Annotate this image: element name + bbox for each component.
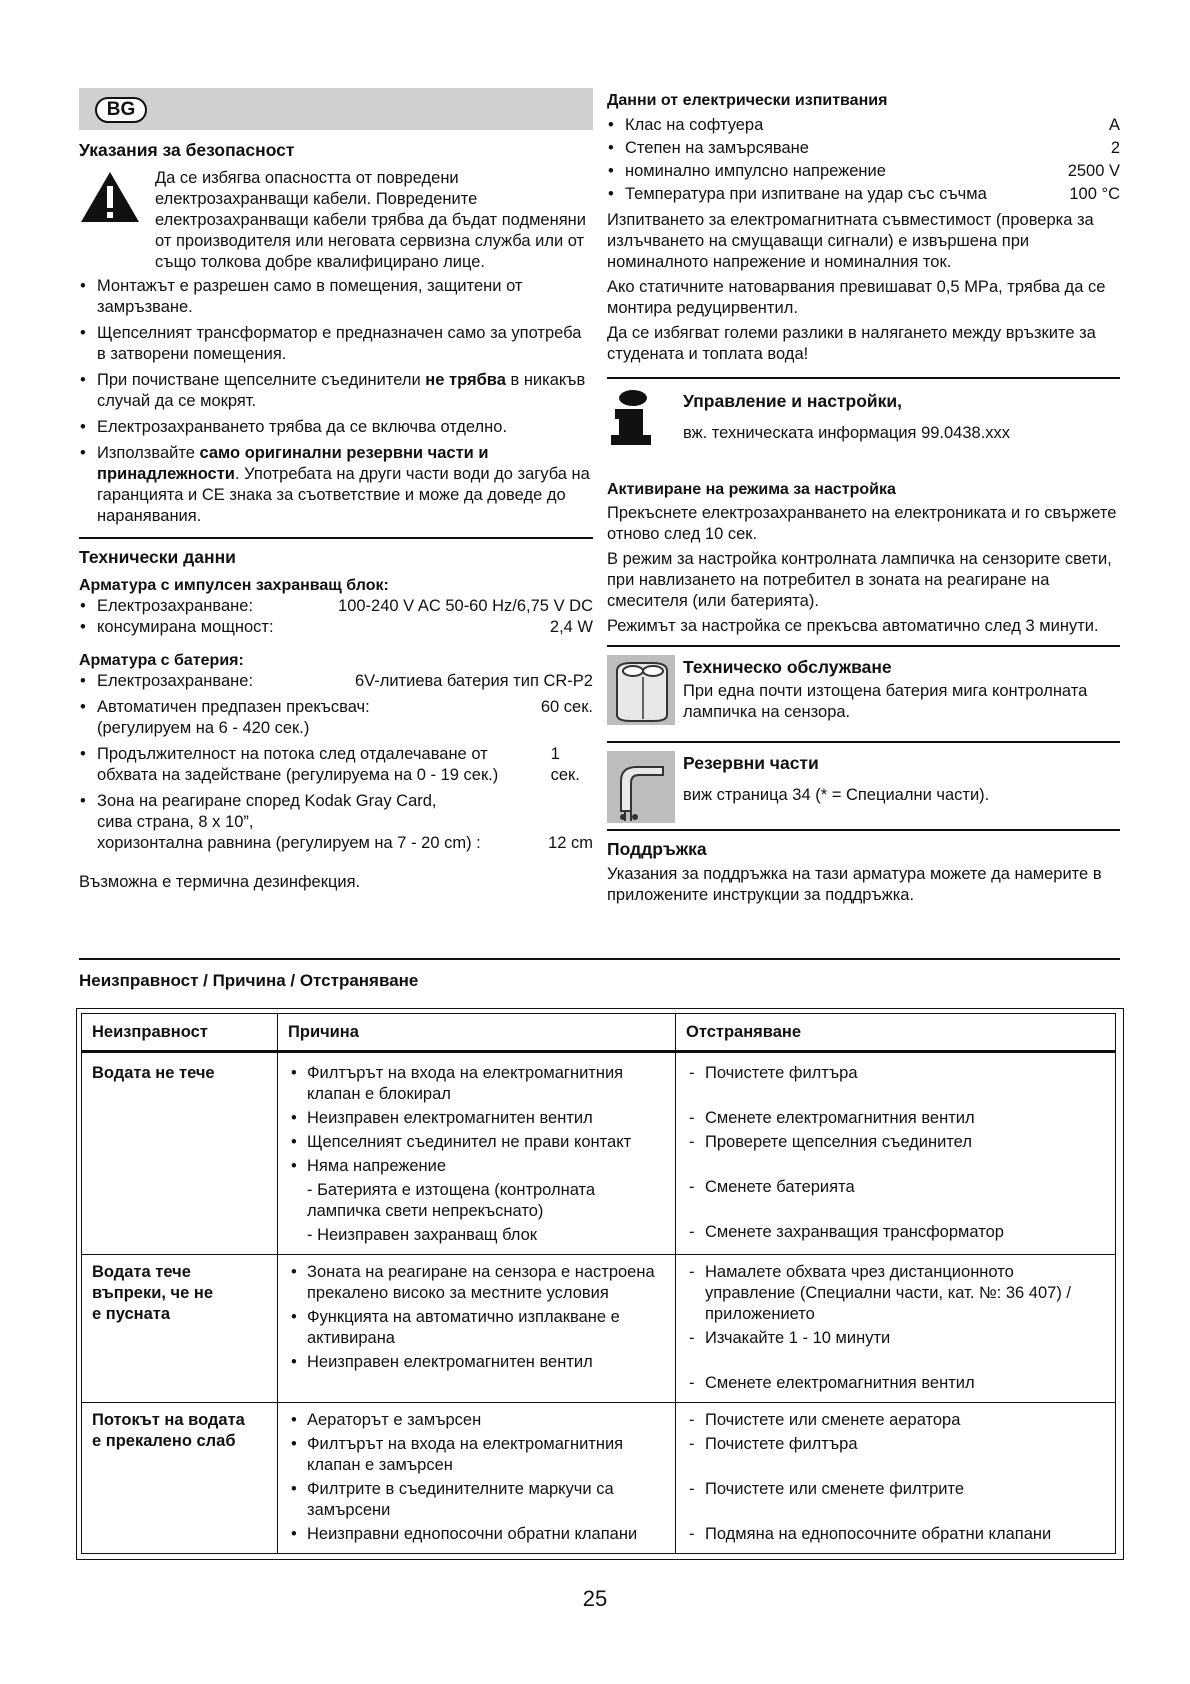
tech-block2-title: Арматура с батерия: bbox=[79, 652, 244, 669]
left-column bbox=[79, 88, 593, 897]
language-badge: BG bbox=[95, 97, 147, 123]
list-item: • Температура при изпитване на удар със съчма 100 °C bbox=[607, 184, 1120, 205]
right-column bbox=[607, 90, 1120, 910]
safety-list bbox=[79, 276, 593, 527]
list-item: • консумирана мощност: 2,4 W bbox=[79, 617, 593, 638]
troubleshooting-title: Неизправност / Причина / Отстраняване bbox=[79, 971, 419, 990]
service-text: При една почти изтощена батерия мига контролната лампичка на сензора. bbox=[683, 682, 1088, 721]
cause-cell: • Филтърът на входа на електромагнитния клапан е блокирал • Неизправен електромагнитен вентил • Щепселният съединител не прави контакт • Няма напрежение - Батерията е изтощена (контролната лампичка свети непрекъснато) - Неизправен захранващ блок bbox=[278, 1052, 676, 1255]
safety-title: Указания за безопасност bbox=[79, 140, 295, 160]
spare-title: Резервни части bbox=[683, 753, 819, 773]
list-item: • Продължителност на потока след отдалечаване от обхвата на задействане (регулируема на 0 - 19 сек.) 1 сек. bbox=[79, 744, 593, 786]
list-item: • Използвайте само оригинални резервни части и принадлежности. Употребата на други части води до загуба на гаранцията и CE знака за съответствие и може да доведе до наранявания. bbox=[79, 443, 593, 527]
remedy-cell: - Намалете обхвата чрез дистанционното управление (Специални части, кат. №: 36 407) / приложението - Изчакайте 1 - 10 минути - Сменете електромагнитния вентил bbox=[676, 1255, 1116, 1403]
page-number: 25 bbox=[582, 1586, 608, 1611]
electrical-list bbox=[607, 115, 1120, 205]
tech-block1-title: Арматура с импулсен захранващ блок: bbox=[79, 577, 389, 594]
list-item: • Щепселният трансформатор е предназначен само за употреба в затворени помещения. bbox=[79, 323, 593, 365]
safety-warning bbox=[79, 168, 593, 273]
list-item: • Електрозахранване: 6V-литиева батерия тип CR-P2 bbox=[79, 671, 593, 692]
battery-module-icon bbox=[607, 655, 683, 731]
control-section bbox=[607, 377, 1120, 461]
setup-paragraph: Режимът за настройка се прекъсва автоматично след 3 минути. bbox=[607, 617, 1099, 635]
remedy-cell: - Почистете филтъра - Сменете електромагнитния вентил - Проверете щепселния съединител - Сменете батерията - Сменете захранващия трансформатор bbox=[676, 1052, 1116, 1255]
list-item: • Степен на замърсяване 2 bbox=[607, 138, 1120, 159]
service-section bbox=[607, 645, 1120, 741]
list-item: • При почистване щепселните съединители не трябва в никакъв случай да се мокрят. bbox=[79, 370, 593, 412]
service-title: Техническо обслужване bbox=[683, 657, 892, 677]
info-icon bbox=[607, 389, 683, 453]
setup-paragraph: В режим за настройка контролната лампичка на сензорите свети, при навлизането на потребител в зоната на реагиране на смесителя (или батерията). bbox=[607, 550, 1112, 610]
maintenance-title: Поддръжка bbox=[607, 839, 707, 859]
electrical-paragraph: Изпитването за електромагнитната съвместимост (проверка за излъчването на смущаващи сигнали) е извършена при номиналното напрежение и номиналния ток. bbox=[607, 211, 1094, 271]
maintenance-section bbox=[607, 829, 1120, 906]
setup-title: Активиране на режима за настройка bbox=[607, 481, 896, 498]
spare-section bbox=[607, 741, 1120, 829]
disinfection-note: Възможна е термична дезинфекция. bbox=[79, 873, 361, 891]
setup-paragraph: Прекъснете електрозахранването на електрониката и го свържете отново след 10 сек. bbox=[607, 504, 1117, 543]
tech-section bbox=[79, 537, 593, 893]
fault-cell: Водата тече въпреки, че не е пусната bbox=[82, 1255, 278, 1403]
electrical-title: Данни от електрически изпитвания bbox=[607, 92, 888, 109]
table-row bbox=[82, 1052, 1116, 1255]
list-item: • номинално импулсно напрежение 2500 V bbox=[607, 161, 1120, 182]
language-bar bbox=[79, 88, 593, 130]
remedy-cell: - Почистете или сменете аератора - Почистете филтъра - Почистете или сменете филтрите - Подмяна на еднопосочните обратни клапани bbox=[676, 1403, 1116, 1554]
electrical-paragraph: Ако статичните натоварвания превишават 0,5 MPa, трябва да се монтира редуцирвентил. bbox=[607, 278, 1106, 317]
list-item: • Клас на софтуера A bbox=[607, 115, 1120, 136]
header-cause: Причина bbox=[278, 1014, 676, 1052]
tech-block2-list bbox=[79, 671, 593, 854]
electrical-paragraph: Да се избягват големи разлики в налягането между връзките за студената и топлата вода! bbox=[607, 324, 1096, 363]
control-text: вж. техническата информация 99.0438.xxx bbox=[683, 424, 1011, 442]
cause-cell: • Аераторът е замърсен • Филтърът на входа на електромагнитния клапан е замърсен • Филтрите в съединителните маркучи са замърсени • Неизправни еднопосочни обратни клапани bbox=[278, 1403, 676, 1554]
troubleshooting-header bbox=[79, 958, 1120, 991]
troubleshooting-table bbox=[81, 1013, 1116, 1554]
troubleshooting-table-frame bbox=[76, 1008, 1124, 1560]
header-fault: Неизправност bbox=[82, 1014, 278, 1052]
table-row bbox=[82, 1255, 1116, 1403]
control-title: Управление и настройки, bbox=[683, 391, 903, 411]
header-remedy: Отстраняване bbox=[676, 1014, 1116, 1052]
faucet-icon bbox=[607, 751, 683, 829]
tech-block1-list bbox=[79, 596, 593, 638]
fault-cell: Водата не тече bbox=[82, 1052, 278, 1255]
list-item: • Монтажът е разрешен само в помещения, защитени от замръзване. bbox=[79, 276, 593, 318]
warning-icon bbox=[79, 168, 155, 273]
table-row bbox=[82, 1403, 1116, 1554]
maintenance-text: Указания за поддръжка на тази арматура можете да намерите в приложените инструкции за поддръжка. bbox=[607, 865, 1102, 904]
list-item: • Електрозахранване: 100-240 V AC 50-60 Hz/6,75 V DC bbox=[79, 596, 593, 617]
list-item: • Зона на реагиране според Kodak Gray Card, сива страна, 8 x 10”, хоризонтална равнина (регулируем на 7 - 20 cm) : 12 cm bbox=[79, 791, 593, 854]
tech-title: Технически данни bbox=[79, 547, 236, 567]
cause-cell: • Зоната на реагиране на сензора е настроена прекалено високо за местните условия • Функцията на автоматично изплакване е активирана • Неизправен електромагнитен вентил bbox=[278, 1255, 676, 1403]
list-item: • Автоматичен предпазен прекъсвач: 60 сек. (регулируем на 6 - 420 сек.) bbox=[79, 697, 593, 739]
list-item: • Електрозахранването трябва да се включва отделно. bbox=[79, 417, 593, 438]
fault-cell: Потокът на водата е прекалено слаб bbox=[82, 1403, 278, 1554]
warning-text: Да се избягва опасността от повредени електрозахранващи кабели. Повредените електрозахранващи кабели трябва да бъдат подменяни от производителя или неговата сервизна служба или от също толкова добре квалифицирано лице. bbox=[155, 169, 586, 271]
spare-text: виж страница 34 (* = Специални части). bbox=[683, 786, 990, 804]
